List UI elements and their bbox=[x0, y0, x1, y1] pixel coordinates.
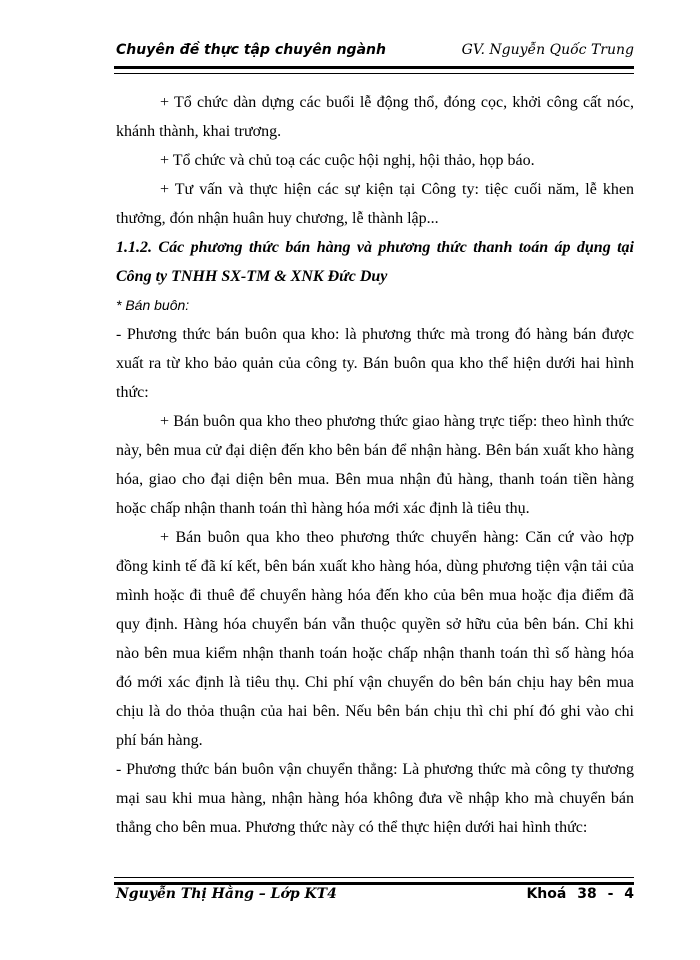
header-rule bbox=[114, 66, 634, 74]
header-title: Chuyên đề thực tập chuyên ngành bbox=[116, 42, 386, 58]
paragraph-7: - Phương thức bán buôn vận chuyển thẳng: Là phương thức mà công ty thương mại sau khi mua hàng, nhận hàng hóa không đưa về nhập kho mà chuyển bán thẳng cho bên mua. Phương thức này có thể thực hiện dưới hai hình thức: bbox=[116, 761, 634, 836]
paragraph-1: + Tổ chức dàn dựng các buổi lễ động thổ, đóng cọc, khởi công cất nóc, khánh thành, khai trương. bbox=[116, 94, 634, 140]
paragraph-4: - Phương thức bán buôn qua kho: là phương thức mà trong đó hàng bán được xuất ra từ kho bảo quản của công ty. Bán buôn qua kho thể hiện dưới hai hình thức: bbox=[116, 326, 634, 401]
paragraph-5: + Bán buôn qua kho theo phương thức giao hàng trực tiếp: theo hình thức này, bên mua cử đại diện đến kho bên bán để nhận hàng. Bên bán xuất kho hàng hóa, giao cho đại diện bên mua. Bên mua nhận đủ hàng, thanh toán tiền hàng hoặc chấp nhận thanh toán thì hàng hóa mới xác định là tiêu thụ. bbox=[116, 413, 634, 517]
page-header bbox=[116, 42, 634, 66]
section-heading: 1.1.2. Các phương thức bán hàng và phương thức thanh toán áp dụng tại Công ty TNHH SX-TM & XNK Đức Duy bbox=[116, 239, 634, 285]
paragraph-2: + Tổ chức và chủ toạ các cuộc hội nghị, hội thảo, họp báo. bbox=[160, 152, 535, 169]
bullet-label: * Bán buôn: bbox=[116, 297, 190, 313]
page-footer bbox=[116, 886, 634, 910]
footer-rule bbox=[114, 877, 634, 885]
paragraph-6: + Bán buôn qua kho theo phương thức chuyển hàng: Căn cứ vào hợp đồng kinh tế đã kí kết, bên bán xuất kho hàng hóa, dùng phương tiện vận tải của mình hoặc đi thuê để chuyển hàng hóa đến kho của bên mua hoặc địa điểm đã quy định. Hàng hóa chuyển bán vẫn thuộc quyền sở hữu của bên bán. Chỉ khi nào bên mua kiểm nhận thanh toán hoặc chấp nhận thanh toán thì số hàng hóa đó mới xác định là tiêu thụ. Chi phí vận chuyển do bên bán chịu hay bên mua chịu là do thỏa thuận của hai bên. Nếu bên bán chịu thì chi phí đó ghi vào chi phí bán hàng. bbox=[116, 529, 634, 749]
footer-page-number: Khoá 38 - 4 bbox=[526, 886, 634, 902]
footer-author: Nguyễn Thị Hằng – Lớp KT4 bbox=[116, 886, 337, 902]
header-author: GV. Nguyễn Quốc Trung bbox=[461, 42, 634, 58]
paragraph-3: + Tư vấn và thực hiện các sự kiện tại Công ty: tiệc cuối năm, lễ khen thưởng, đón nhận huân huy chương, lễ thành lập... bbox=[116, 181, 634, 227]
page-body bbox=[116, 88, 634, 842]
